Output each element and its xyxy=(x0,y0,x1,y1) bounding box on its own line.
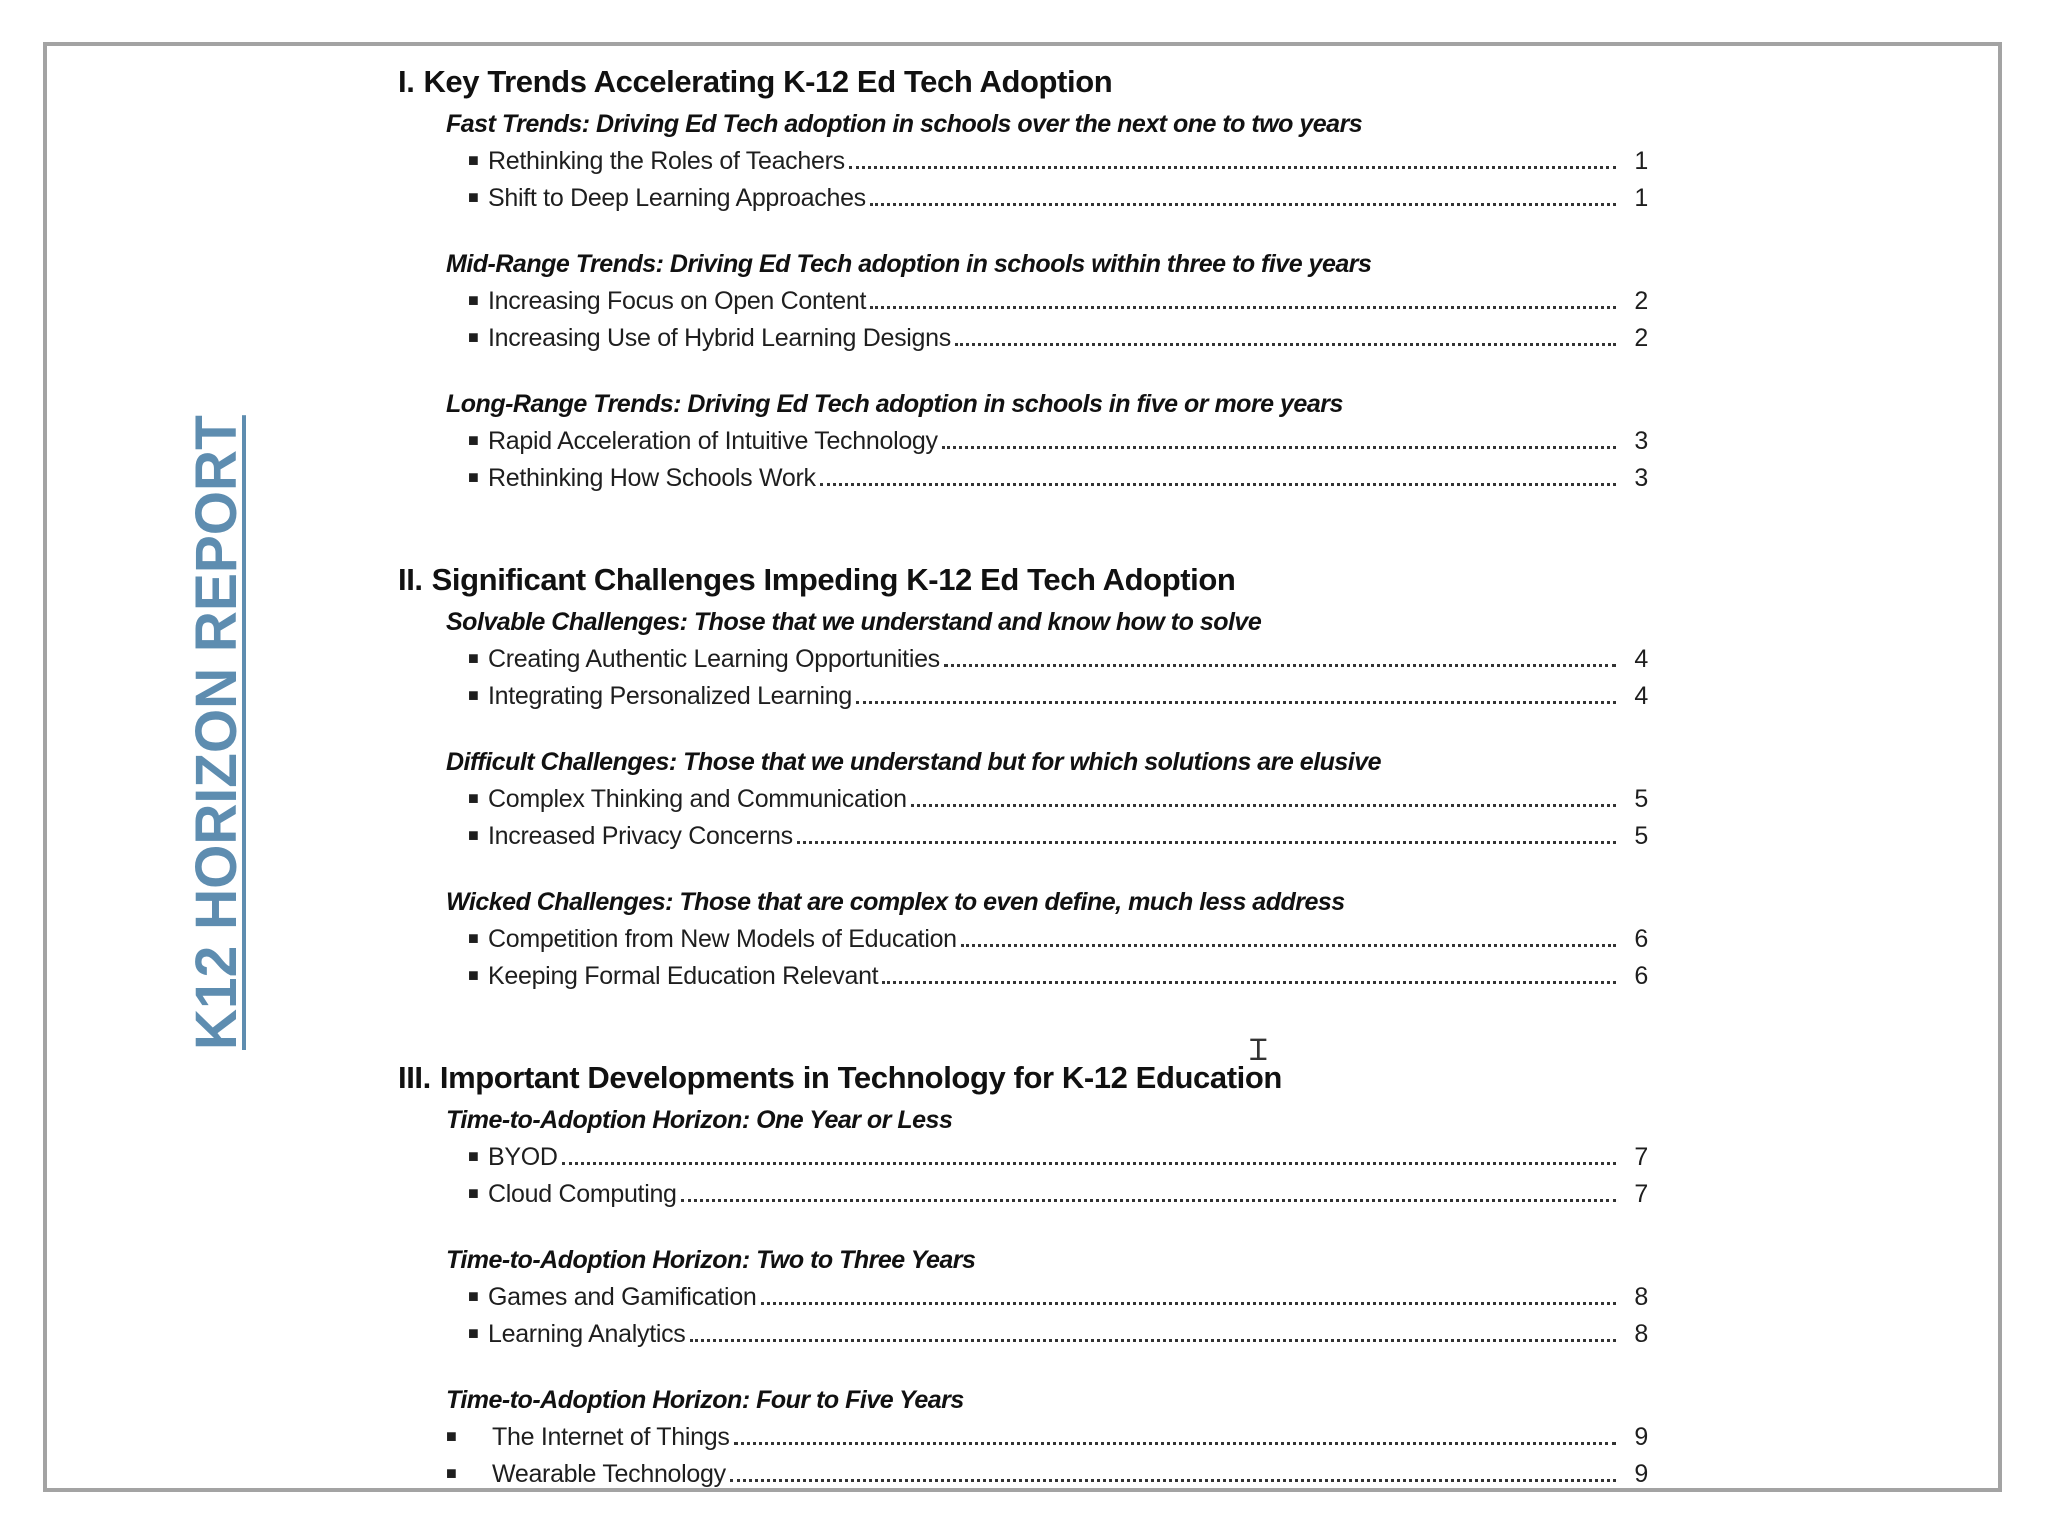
page-number: 3 xyxy=(1634,464,1648,492)
bullet-icon: ■ xyxy=(468,788,479,808)
bullet-icon: ■ xyxy=(468,825,479,845)
bullet-icon: ■ xyxy=(468,648,479,668)
toc-group xyxy=(446,244,1648,358)
bullet-icon: ■ xyxy=(468,1146,479,1166)
toc-entry[interactable] xyxy=(468,284,1648,321)
toc-section xyxy=(398,558,1648,996)
bullet-icon: ■ xyxy=(468,928,479,948)
group-title: Time-to-Adoption Horizon: Two to Three Years xyxy=(446,1246,976,1274)
entry-label: Rapid Acceleration of Intuitive Technology xyxy=(488,427,938,455)
entry-label: Creating Authentic Learning Opportunities xyxy=(488,645,940,673)
toc-section xyxy=(398,60,1648,498)
page-number: 1 xyxy=(1634,184,1648,212)
page-number: 1 xyxy=(1634,147,1648,175)
toc-entry[interactable] xyxy=(446,1457,1648,1494)
section-heading[interactable] xyxy=(398,1056,1648,1100)
bullet-icon: ■ xyxy=(468,965,479,985)
group-title: Solvable Challenges: Those that we understand and know how to solve xyxy=(446,608,1262,636)
bullet-icon: ■ xyxy=(468,685,479,705)
page-number: 2 xyxy=(1634,287,1648,315)
section-title: Key Trends Accelerating K-12 Ed Tech Adoption xyxy=(423,64,1113,99)
entry-label: Games and Gamification xyxy=(488,1283,757,1311)
bullet-icon: ■ xyxy=(468,467,479,487)
toc-entry[interactable] xyxy=(468,782,1648,819)
toc-entry[interactable] xyxy=(468,1317,1648,1354)
section-heading[interactable] xyxy=(398,558,1648,602)
entry-label: Shift to Deep Learning Approaches xyxy=(488,184,866,212)
toc-group xyxy=(446,1380,1648,1494)
section-title: Important Developments in Technology for K-12 Education xyxy=(439,1060,1282,1095)
bullet-icon: ■ xyxy=(468,150,479,170)
bullet-icon: ■ xyxy=(468,1323,479,1343)
page-number: 7 xyxy=(1634,1143,1648,1171)
bullet-icon: ■ xyxy=(468,327,479,347)
toc-entry[interactable] xyxy=(468,1177,1648,1214)
toc-entry[interactable] xyxy=(468,1140,1648,1177)
dot-leader xyxy=(944,664,1616,667)
bullet-icon: ■ xyxy=(468,1286,479,1306)
toc-entry[interactable] xyxy=(468,642,1648,679)
dot-leader xyxy=(882,981,1616,984)
toc-entry[interactable] xyxy=(468,461,1648,498)
entry-label: Learning Analytics xyxy=(488,1320,686,1348)
bullet-icon: ■ xyxy=(468,187,479,207)
group-title: Mid-Range Trends: Driving Ed Tech adoption in schools within three to five years xyxy=(446,250,1372,278)
entry-label: Cloud Computing xyxy=(488,1180,677,1208)
bullet-icon: ■ xyxy=(468,1183,479,1203)
toc-group xyxy=(446,384,1648,498)
section-heading[interactable] xyxy=(398,60,1648,104)
page-number: 8 xyxy=(1634,1320,1648,1348)
entry-label: Competition from New Models of Education xyxy=(488,925,957,953)
dot-leader xyxy=(562,1162,1616,1165)
section-number: I. xyxy=(398,64,415,99)
entry-label: Increasing Focus on Open Content xyxy=(488,287,867,315)
section-number: II. xyxy=(398,562,423,597)
toc-entry[interactable] xyxy=(468,144,1648,181)
entry-label: Rethinking How Schools Work xyxy=(488,464,816,492)
page-number: 9 xyxy=(1634,1460,1648,1488)
section-number: III. xyxy=(398,1060,431,1095)
dot-leader xyxy=(870,306,1616,309)
page-number: 5 xyxy=(1634,822,1648,850)
toc-entry[interactable] xyxy=(468,679,1648,716)
toc-group xyxy=(446,104,1648,218)
page-number: 2 xyxy=(1634,324,1648,352)
bullet-icon: ■ xyxy=(468,290,479,310)
dot-leader xyxy=(820,483,1616,486)
toc-group xyxy=(446,602,1648,716)
dot-leader xyxy=(797,841,1616,844)
group-title: Difficult Challenges: Those that we understand but for which solutions are elusive xyxy=(446,748,1382,776)
toc-entry[interactable] xyxy=(468,819,1648,856)
bullet-icon: ■ xyxy=(446,1426,457,1446)
entry-label: BYOD xyxy=(488,1143,558,1171)
toc-group xyxy=(446,1240,1648,1354)
group-title: Wicked Challenges: Those that are complex to even define, much less address xyxy=(446,888,1345,916)
table-of-contents xyxy=(398,60,1648,1494)
dot-leader xyxy=(911,804,1616,807)
page-number: 5 xyxy=(1634,785,1648,813)
page-number: 6 xyxy=(1634,925,1648,953)
dot-leader xyxy=(849,166,1616,169)
toc-entry[interactable] xyxy=(468,959,1648,996)
toc-entry[interactable] xyxy=(468,1280,1648,1317)
dot-leader xyxy=(730,1479,1616,1482)
entry-label: Wearable Technology xyxy=(492,1460,726,1488)
dot-leader xyxy=(690,1339,1616,1342)
dot-leader xyxy=(961,944,1616,947)
text-cursor-icon: Ɪ xyxy=(1250,1033,1267,1068)
page-number: 4 xyxy=(1634,682,1648,710)
entry-label: Increasing Use of Hybrid Learning Designs xyxy=(488,324,951,352)
bullet-icon: ■ xyxy=(446,1463,457,1483)
dot-leader xyxy=(681,1199,1616,1202)
report-title: K12 HORIZON REPORT xyxy=(184,415,249,1050)
toc-group xyxy=(446,742,1648,856)
dot-leader xyxy=(856,701,1616,704)
page-number: 7 xyxy=(1634,1180,1648,1208)
bullet-icon: ■ xyxy=(468,430,479,450)
toc-group xyxy=(446,1100,1648,1214)
entry-label: The Internet of Things xyxy=(492,1423,730,1451)
entry-label: Increased Privacy Concerns xyxy=(488,822,793,850)
dot-leader xyxy=(955,343,1616,346)
entry-label: Keeping Formal Education Relevant xyxy=(488,962,879,990)
dot-leader xyxy=(942,446,1616,449)
group-title: Long-Range Trends: Driving Ed Tech adoption in schools in five or more years xyxy=(446,390,1343,418)
toc-group xyxy=(446,882,1648,996)
page-number: 3 xyxy=(1634,427,1648,455)
entry-label: Complex Thinking and Communication xyxy=(488,785,907,813)
group-title: Time-to-Adoption Horizon: One Year or Less xyxy=(446,1106,953,1134)
page-number: 4 xyxy=(1634,645,1648,673)
toc-entry[interactable] xyxy=(468,321,1648,358)
entry-label: Integrating Personalized Learning xyxy=(488,682,852,710)
dot-leader xyxy=(761,1302,1616,1305)
toc-entry[interactable] xyxy=(468,424,1648,461)
page-number: 8 xyxy=(1634,1283,1648,1311)
group-title: Time-to-Adoption Horizon: Four to Five Years xyxy=(446,1386,964,1414)
dot-leader xyxy=(734,1442,1616,1445)
entry-label: Rethinking the Roles of Teachers xyxy=(488,147,845,175)
dot-leader xyxy=(870,203,1616,206)
toc-section xyxy=(398,1056,1648,1494)
toc-entry[interactable] xyxy=(468,181,1648,218)
page-number: 9 xyxy=(1634,1423,1648,1451)
toc-entry[interactable] xyxy=(468,922,1648,959)
section-title: Significant Challenges Impeding K-12 Ed Tech Adoption xyxy=(431,562,1236,597)
group-title: Fast Trends: Driving Ed Tech adoption in schools over the next one to two years xyxy=(446,110,1363,138)
toc-entry[interactable] xyxy=(446,1420,1648,1457)
page-number: 6 xyxy=(1634,962,1648,990)
